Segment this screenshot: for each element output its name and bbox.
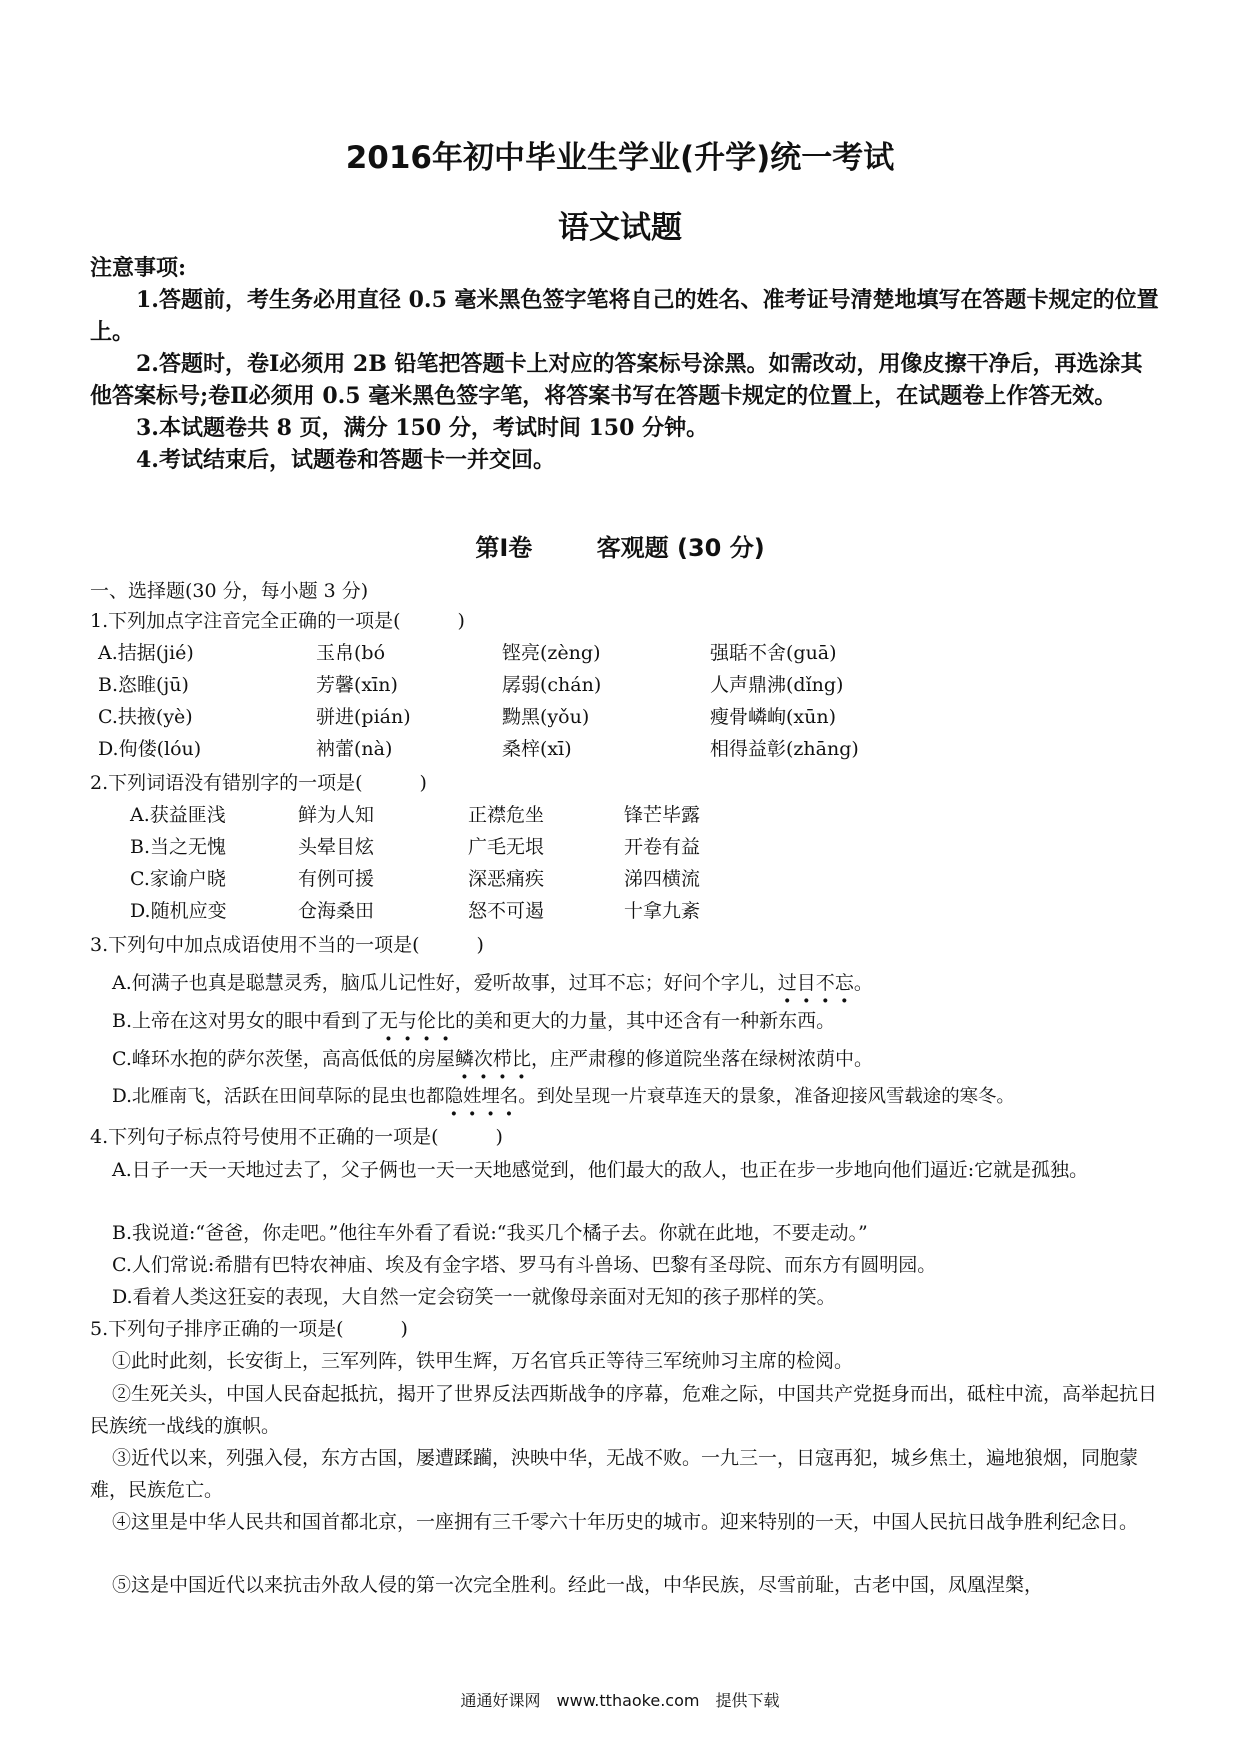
q1-c-2: 骈进(pián) [316, 706, 411, 728]
q2-a-1: A.获益匪浅 [130, 804, 226, 826]
q5-stem: 5.下列句子排序正确的一项是( ) [90, 1318, 408, 1340]
q1-a-1: A.拮据(jié) [98, 642, 194, 664]
q5-item-2: ②生死关头，中国人民奋起抵抗，揭开了世界反法西斯战争的序幕，危难之际，中国共产党挺身而出，砥柱中流，高举起抗日民族统一战线的旗帜。 [90, 1383, 1158, 1437]
q1-stem: 1.下列加点字注音完全正确的一项是( ) [90, 610, 465, 632]
q2-a-4: 锋芒毕露 [624, 804, 701, 826]
q2-b-1: B.当之无愧 [130, 836, 227, 858]
emphasis-char: 次 [473, 1048, 493, 1070]
emphasis-char: 隐 [444, 1086, 463, 1107]
q3-option-d [112, 1082, 1015, 1112]
page-footer: 通通好课网 www.tthaoke.com 提供下载 [460, 1691, 780, 1710]
q2-b-2: 头晕目炫 [298, 836, 375, 858]
q3-d-text: D.北雁南飞，活跃在田间草际的昆虫也都 [112, 1086, 445, 1107]
q3-d-tail: 。到处呈现一片衰草连天的景象，准备迎接风雪载途的寒冬。 [518, 1086, 1015, 1107]
q4-stem: 4.下列句子标点符号使用不正确的一项是( ) [90, 1126, 503, 1148]
q3-a-text: A.何满子也真是聪慧灵秀，脑瓜儿记性好，爱听故事，过耳不忘；好问个字儿， [112, 972, 778, 994]
q2-d-2: 仓海桑田 [298, 900, 375, 922]
notice-item-2: 2.答题时，卷Ⅰ必须用 2B 铅笔把答题卡上对应的答案标号涂黑。如需改动，用像皮擦干净后，再选涂其他答案标号;卷Ⅱ必须用 0.5 毫米黑色签字笔，将答案书写在答题卡规定的位置上，在试题卷上作答无效。 [90, 351, 1143, 409]
q2-a-2: 鲜为人知 [298, 804, 375, 826]
q3-option-c [112, 1044, 873, 1074]
q3-a-tail: 。 [853, 972, 873, 994]
q2-c-1: C.家谕户晓 [130, 868, 226, 890]
q2-c-2: 有例可援 [298, 868, 375, 890]
q5-item-5: ⑤这是中国近代以来抗击外敌人侵的第一次完全胜利。经此一战，中华民族，尽雪前耻，古老中国，凤凰涅槃， [112, 1574, 1044, 1596]
q3-d-idiom [445, 1086, 519, 1107]
section-label: 第Ⅰ卷 [475, 534, 533, 562]
notice-item-1: 1.答题前，考生务必用直径 0.5 毫米黑色签字笔将自己的姓名、准考证号清楚地填写在答题卡规定的位置上。 [90, 287, 1159, 345]
q1-a-4: 强聒不舍(guā) [710, 642, 837, 664]
emphasis-char: 伦 [417, 1010, 437, 1032]
notice-block [90, 252, 1160, 476]
exam-title: 2016年初中毕业生学业(升学)统一考试 [345, 140, 895, 176]
section-title [0, 528, 1240, 563]
q5-item-1: ①此时此刻，长安街上，三军列阵，铁甲生辉，万名官兵正等待三军统帅习主席的检阅。 [112, 1350, 854, 1372]
emphasis-char: 比 [511, 1048, 531, 1070]
q2-d-4: 十拿九紊 [624, 900, 701, 922]
q1-d-2: 衲蕾(nà) [316, 738, 393, 760]
q4-option-b: B.我说道:“爸爸，你走吧。”他往车外看了看说:“我买几个橘子去。你就在此地，不要走动。” [112, 1222, 868, 1244]
q5-item-4: ④这里是中华人民共和国首都北京，一座拥有三千零六十年历史的城市。迎来特别的一天，中国人民抗日战争胜利纪念日。 [112, 1511, 1139, 1533]
q3-c-text: C.峰环水抱的萨尔茨堡，高高低低的房屋 [112, 1048, 455, 1070]
q3-b-idiom [379, 1010, 455, 1032]
q3-c-tail: ，庄严肃穆的修道院坐落在绿树浓荫中。 [530, 1048, 873, 1070]
q3-c-idiom [455, 1048, 531, 1070]
emphasis-char: 忘 [834, 972, 854, 994]
q2-stem: 2.下列词语没有错别字的一项是( ) [90, 772, 427, 794]
emphasis-char: 鳞 [454, 1048, 474, 1070]
emphasis-char: 比 [436, 1010, 456, 1032]
q3-stem: 3.下列句中加点成语使用不当的一项是( ) [90, 934, 484, 956]
q1-d-4: 相得益彰(zhāng) [710, 738, 859, 760]
notice-heading: 注意事项: [90, 255, 187, 281]
exam-subtitle: 语文试题 [558, 210, 682, 246]
emphasis-char: 名 [499, 1086, 519, 1107]
q3-b-text: B.上帝在这对男女的眼中看到了 [112, 1010, 380, 1032]
notice-item-4: 4.考试结束后，试题卷和答题卡一并交回。 [136, 447, 555, 473]
q2-a-3: 正襟危坐 [468, 804, 545, 826]
q3-b-tail: 的美和更大的力量，其中还含有一种新东西。 [455, 1010, 836, 1032]
emphasis-char: 无 [379, 1010, 399, 1032]
q4-option-d: D.看着人类这狂妄的表现，大自然一定会窃笑一一就像母亲面对无知的孩子那样的笑。 [112, 1286, 836, 1308]
q1-d-3: 桑梓(xī) [502, 738, 572, 760]
q1-b-2: 芳馨(xīn) [316, 674, 398, 696]
q1-b-1: B.恣睢(jū) [98, 674, 189, 696]
q1-c-1: C.扶掖(yè) [98, 706, 193, 728]
q1-a-3: 铿亮(zèng) [502, 642, 601, 664]
q1-c-3: 黝黑(yǒu) [502, 706, 590, 728]
q2-d-1: D.随机应变 [130, 900, 227, 922]
q2-b-4: 开卷有益 [624, 836, 701, 858]
emphasis-char: 埋 [481, 1086, 500, 1107]
q2-d-3: 怒不可遏 [468, 900, 545, 922]
emphasis-char: 栉 [492, 1048, 512, 1070]
emphasis-char: 目 [796, 972, 816, 994]
q3-option-a [112, 968, 873, 998]
q2-c-4: 涕四横流 [624, 868, 701, 890]
section-name: 客观题 (30 分) [596, 534, 765, 562]
q4-option-c: C.人们常说:希腊有巴特农神庙、埃及有金字塔、罗马有斗兽场、巴黎有圣母院、而东方有圆明园。 [112, 1254, 937, 1276]
q1-d-1: D.佝偻(lóu) [98, 738, 202, 760]
notice-item-3: 3.本试题卷共 8 页，满分 150 分，考试时间 150 分钟。 [136, 415, 709, 441]
q4-option-a: A.日子一天一天地过去了，父子俩也一天一天地感觉到，他们最大的敌人，也正在步一步地向他们逼近:它就是孤独。 [112, 1159, 1089, 1181]
q1-a-2: 玉帛(bó [316, 642, 386, 664]
q1-c-4: 瘦骨嶙峋(xūn) [710, 706, 837, 728]
q3-a-idiom [778, 972, 854, 994]
q5-item-3: ③近代以来，列强入侵，东方古国，屡遭蹂躏，泱映中华，无战不败。一九三一，日寇再犯，城乡焦土，遍地狼烟，同胞蒙难，民族危亡。 [90, 1447, 1139, 1501]
q3-option-b [112, 1006, 835, 1036]
q2-c-3: 深恶痛疾 [468, 868, 545, 890]
emphasis-char: 过 [777, 972, 797, 994]
q2-b-3: 广毛无垠 [468, 836, 545, 858]
emphasis-char: 不 [815, 972, 835, 994]
q1-b-3: 孱弱(chán) [502, 674, 602, 696]
q1-b-4: 人声鼎沸(dǐng) [710, 674, 844, 696]
emphasis-char: 与 [398, 1010, 418, 1032]
emphasis-char: 姓 [462, 1086, 482, 1107]
part-one-heading: 一、选择题(30 分，每小题 3 分) [90, 580, 369, 602]
